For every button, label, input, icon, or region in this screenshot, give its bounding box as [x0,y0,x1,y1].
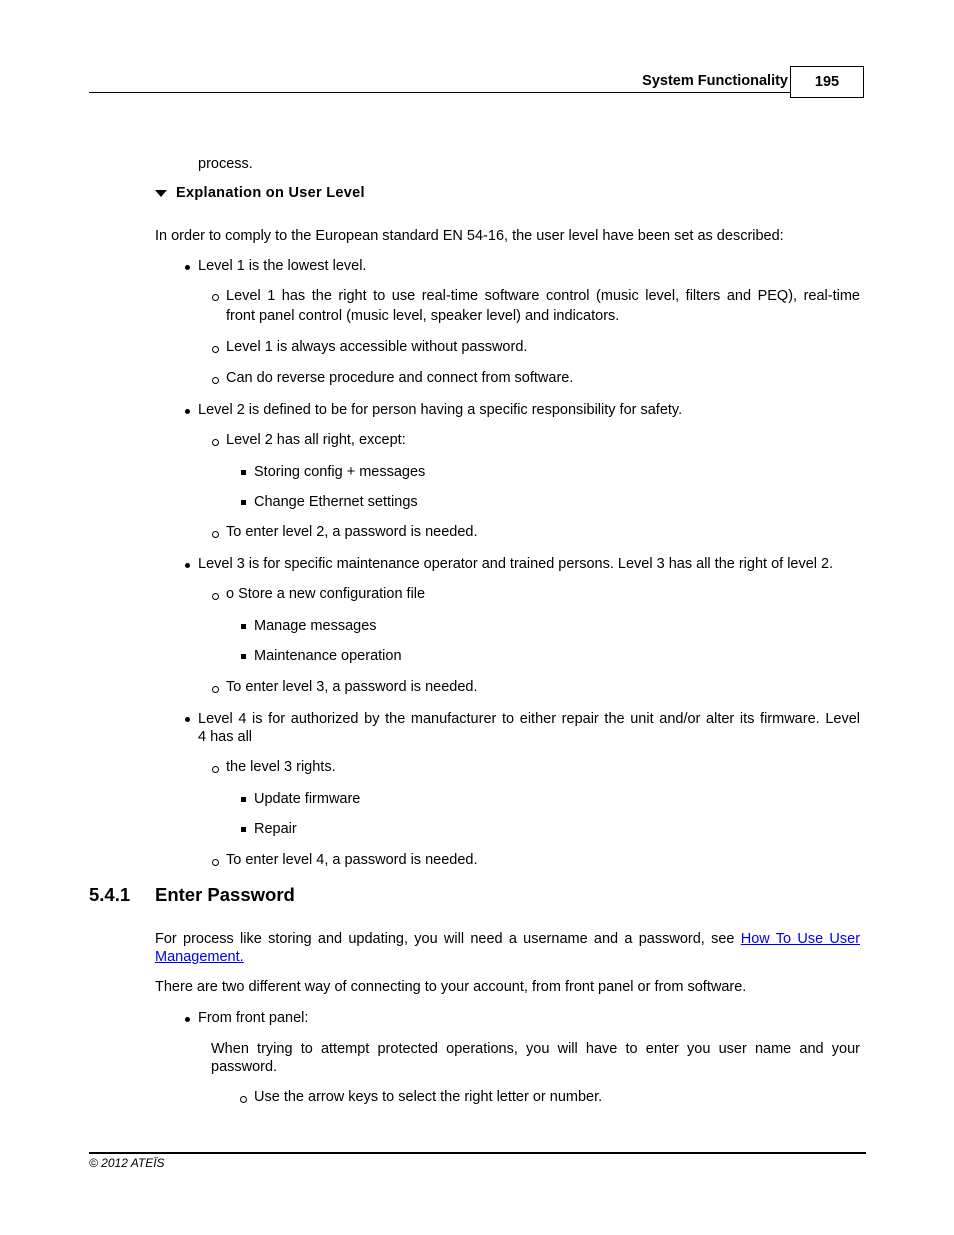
level3-sub1: o Store a new configuration file [226,586,426,602]
header-rule [89,92,791,93]
level3-sq2: Maintenance operation [254,648,402,664]
continued-text: process. [198,156,253,172]
front-panel-line1: When trying to attempt protected operations, you will have to enter you user name and your [211,1041,860,1057]
user-management-link[interactable]: How To Use User [740,931,861,947]
level1-item: Level 1 is the lowest level. [198,258,367,274]
section-title[interactable]: Explanation on User Level [176,185,365,201]
level3-sq1: Manage messages [254,618,377,634]
level4-sq2: Repair [254,821,297,837]
triangle-down-icon[interactable] [155,190,167,197]
level4-item-line2: 4 has all [198,729,253,745]
front-panel-line2: password. [211,1059,278,1075]
level1-sub1-line2: front panel control (music level, speaker level) and indicators. [226,308,620,324]
level1-sub2: Level 1 is always accessible without password. [226,339,528,355]
level2-sub2: To enter level 2, a password is needed. [226,524,478,540]
footer-rule [89,1152,866,1154]
user-management-link-cont[interactable]: Management. [155,949,244,965]
level4-item-line1: Level 4 is for authorized by the manufacturer to either repair the unit and/or alter its firmware. Level [198,711,860,727]
header-title: System Functionality [642,73,788,89]
p1-text: For process like storing and updating, you will need a username and a password, see [155,931,735,947]
p2-paragraph: There are two different way of connecting to your account, from front panel or from software. [155,979,747,995]
level2-sq1: Storing config + messages [254,464,426,480]
level4-sub2: To enter level 4, a password is needed. [226,852,478,868]
level3-item: Level 3 is for specific maintenance operator and trained persons. Level 3 has all the right of level 2. [198,556,834,572]
heading-number: 5.4.1 [89,884,131,905]
front-panel-sub1: Use the arrow keys to select the right letter or number. [254,1089,603,1105]
p1-line1 [155,930,860,949]
page-number: 195 [790,66,864,98]
level1-sub1-line1: Level 1 has the right to use real-time software control (music level, filters and PEQ), real-time [226,288,860,304]
level4-sq1: Update firmware [254,791,361,807]
level1-sub3: Can do reverse procedure and connect from software. [226,370,574,386]
level2-sq2: Change Ethernet settings [254,494,418,510]
level3-sub2: To enter level 3, a password is needed. [226,679,478,695]
level2-item: Level 2 is defined to be for person having a specific responsibility for safety. [198,402,683,418]
level2-sub1: Level 2 has all right, except: [226,432,406,448]
intro-paragraph: In order to comply to the European standard EN 54-16, the user level have been set as described: [155,228,784,244]
footer-copyright: © 2012 ATEÏS [89,1156,165,1170]
heading-title: Enter Password [155,884,295,905]
level4-sub1: the level 3 rights. [226,759,336,775]
front-panel-item: From front panel: [198,1010,309,1026]
p1-line2 [155,949,244,965]
